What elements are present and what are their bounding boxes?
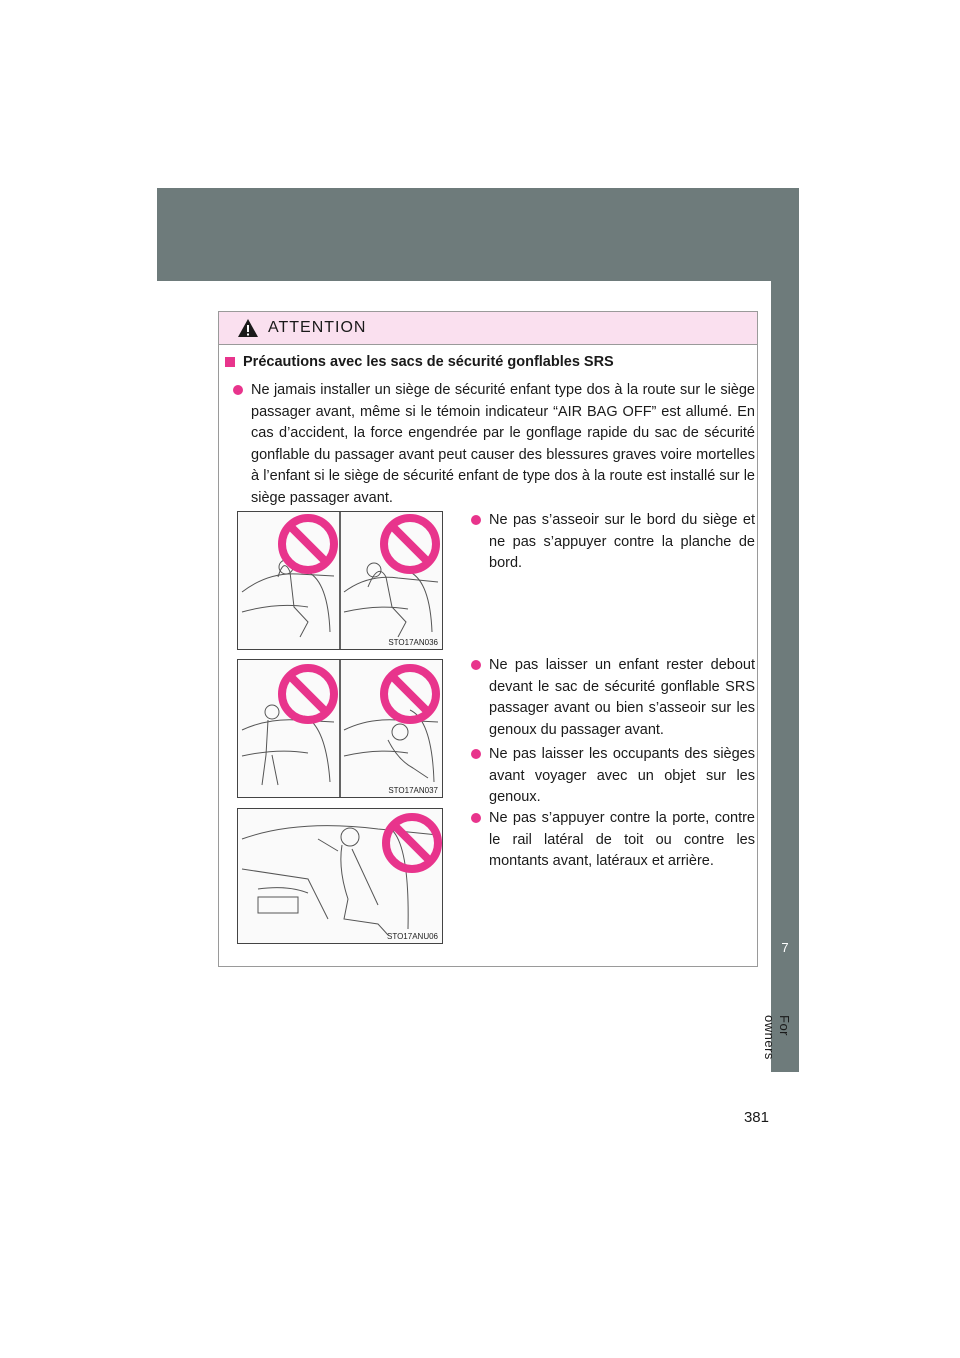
- bullet-dot-icon: [471, 813, 481, 823]
- bullet-dot-icon: [471, 749, 481, 759]
- attention-title: ATTENTION: [268, 319, 367, 336]
- prohibited-icon: [282, 518, 334, 570]
- prohibited-icon: [386, 817, 438, 869]
- prohibited-icon: [384, 518, 436, 570]
- bullet-text: Ne jamais installer un siège de sécurité enfant type dos à la route sur le siège passager avant, même si le témoin indicateur “AIR BAG OFF” est allumé. En cas d’accident, la force engendrée par le gonflage rapide du sac de sécurité gonflable du passager avant peut causer des blessures graves voire mortelles à l’enfant si le siège de sécurité enfant de type dos à la route est installé sur le siège passager avant.: [251, 382, 755, 506]
- figure-leaning-on-door: [237, 808, 443, 944]
- chapter-number: 7: [781, 940, 789, 955]
- attention-box: [218, 311, 758, 967]
- figure-child-standing: [237, 659, 443, 798]
- bullet-text: Ne pas s’appuyer contre la porte, contre le rail latéral de toit ou contre les montants avant, latéraux et arrière.: [489, 810, 755, 869]
- header-band: [157, 188, 799, 281]
- chapter-label: For owners: [762, 1015, 792, 1060]
- section-heading: [225, 354, 614, 370]
- attention-header: [219, 312, 757, 345]
- figure-caption: STO17ANU06: [387, 932, 438, 941]
- list-item: [471, 808, 755, 873]
- list-item: [471, 655, 755, 741]
- bullet-text: Ne pas laisser les occupants des sièges avant voyager avec un objet sur les genoux.: [489, 746, 755, 805]
- figure-caption: STO17AN036: [388, 638, 438, 647]
- section-heading-text: Précautions avec les sacs de sécurité gonflables SRS: [243, 354, 614, 370]
- list-item: [233, 380, 755, 509]
- bullet-dot-icon: [233, 385, 243, 395]
- bullet-text: Ne pas laisser un enfant rester debout devant le sac de sécurité gonflable SRS passager avant ou bien s’asseoir sur les genoux du passager avant.: [489, 657, 755, 738]
- bullet-dot-icon: [471, 660, 481, 670]
- figure-caption: STO17AN037: [388, 786, 438, 795]
- warning-triangle-icon: [237, 318, 259, 338]
- list-item: [471, 510, 755, 575]
- page-number: 381: [743, 1109, 769, 1126]
- prohibited-icon: [282, 668, 334, 720]
- square-bullet-icon: [225, 357, 235, 367]
- prohibited-icon: [384, 668, 436, 720]
- figure-leaning-forward: [237, 511, 443, 650]
- bullet-dot-icon: [471, 515, 481, 525]
- bullet-text: Ne pas s’asseoir sur le bord du siège et ne pas s’appuyer contre la planche de bord.: [489, 512, 755, 571]
- list-item: [471, 744, 755, 809]
